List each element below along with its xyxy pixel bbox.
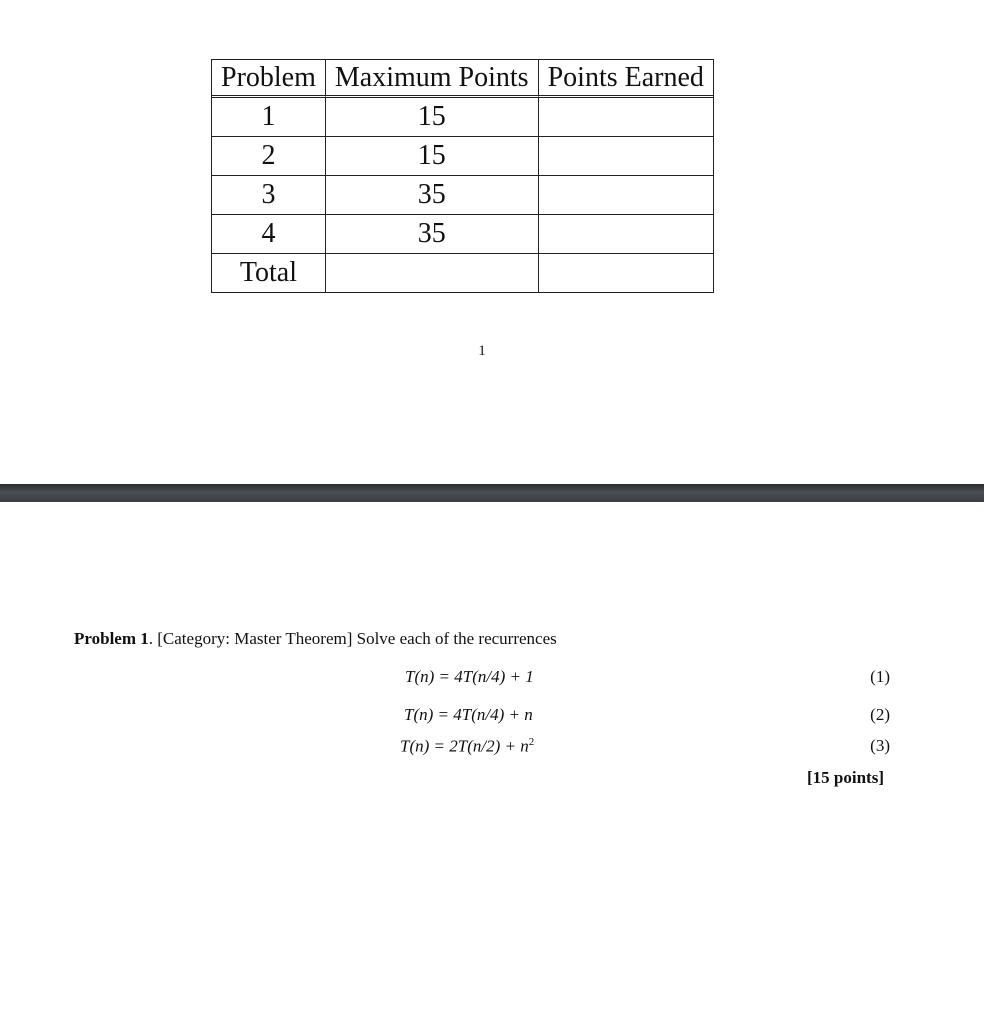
- cell-points-earned: [539, 137, 713, 176]
- equation-superscript: 2: [528, 736, 535, 748]
- equation: T(n) = 2T(n/2) + n: [400, 736, 529, 756]
- header-maximum-points: Maximum Points: [326, 60, 539, 98]
- header-problem: Problem: [212, 60, 326, 98]
- table-row-total: [212, 254, 713, 292]
- cell-problem: 2: [212, 137, 326, 176]
- cell-points-earned: [539, 176, 713, 215]
- cell-max-points: [326, 254, 539, 292]
- problem-statement: [74, 629, 557, 649]
- problem-label: Problem 1: [74, 629, 149, 648]
- equation: T(n) = 4T(n/4) + n: [404, 705, 533, 724]
- equation-number: (2): [870, 705, 890, 724]
- cell-max-points: 35: [326, 176, 539, 215]
- table-row: [212, 215, 713, 254]
- header-points-earned: Points Earned: [539, 60, 713, 98]
- equation-number: (3): [870, 736, 890, 755]
- table-row: [212, 176, 713, 215]
- grading-table-header: [212, 60, 713, 98]
- equation: T(n) = 4T(n/4) + 1: [405, 667, 534, 686]
- cell-problem: 1: [212, 98, 326, 137]
- page-2: [0, 502, 984, 1024]
- equation-row: [0, 667, 984, 691]
- table-row: [212, 137, 713, 176]
- equation-row: [0, 736, 984, 760]
- cell-problem: 3: [212, 176, 326, 215]
- grading-table: [211, 59, 714, 293]
- equation-number: (1): [870, 667, 890, 686]
- equation-row: [0, 705, 984, 729]
- cell-problem: 4: [212, 215, 326, 254]
- cell-max-points: 15: [326, 98, 539, 137]
- cell-points-earned: [539, 98, 713, 137]
- page-number: 1: [478, 343, 486, 359]
- equation-container: [400, 736, 534, 757]
- cell-points-earned: [539, 215, 713, 254]
- cell-max-points: 15: [326, 137, 539, 176]
- cell-problem: Total: [212, 254, 326, 292]
- cell-max-points: 35: [326, 215, 539, 254]
- points-note: [15 points]: [807, 768, 884, 787]
- page-separator: [0, 484, 984, 502]
- table-row: [212, 98, 713, 137]
- page-1: [0, 0, 984, 484]
- problem-category-text: . [Category: Master Theorem] Solve each of the recurrences: [148, 629, 557, 648]
- cell-points-earned: [539, 254, 713, 292]
